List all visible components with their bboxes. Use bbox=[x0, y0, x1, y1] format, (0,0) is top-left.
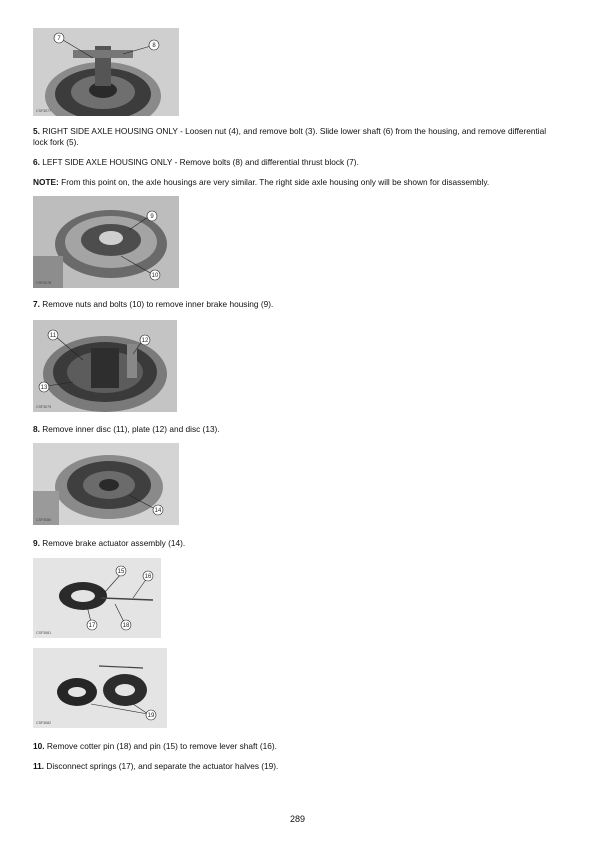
photo-code: CSF3079 bbox=[36, 405, 52, 409]
step-number: 8. bbox=[33, 424, 40, 434]
step-8 bbox=[33, 424, 563, 435]
step-text: LEFT SIDE AXLE HOUSING ONLY - Remove bolts (8) and differential thrust block (7). bbox=[42, 157, 359, 167]
callout-label: 17 bbox=[88, 623, 96, 629]
photo-code: CSF3082 bbox=[36, 721, 52, 725]
step-5 bbox=[33, 126, 563, 147]
step-text: Remove nuts and bolts (10) to remove inner brake housing (9). bbox=[42, 299, 274, 309]
note-text: From this point on, the axle housings are very similar. The right side axle housing only will be shown for disassembly. bbox=[61, 177, 490, 187]
callout-label: 16 bbox=[144, 574, 152, 580]
step-7 bbox=[33, 299, 563, 310]
photo-brake-actuator-assembly bbox=[33, 443, 179, 525]
step-number: 10. bbox=[33, 741, 45, 751]
photo-actuator-halves bbox=[33, 648, 167, 728]
callout-label: 19 bbox=[147, 713, 155, 719]
step-9 bbox=[33, 538, 563, 549]
step-number: 6. bbox=[33, 157, 40, 167]
photo-inner-disc-plate bbox=[33, 320, 177, 412]
callout-label: 12 bbox=[141, 338, 149, 344]
callout-label: 13 bbox=[40, 385, 48, 391]
callout-label: 11 bbox=[49, 333, 57, 339]
callout-label: 7 bbox=[57, 36, 61, 42]
photo-inner-brake-housing bbox=[33, 196, 179, 288]
note-label: NOTE: bbox=[33, 177, 59, 187]
photo-code: CSF3081 bbox=[36, 631, 52, 635]
callout-label: 15 bbox=[117, 569, 125, 575]
step-text: RIGHT SIDE AXLE HOUSING ONLY - Loosen nut (4), and remove bolt (3). Slide lower shaft (6) from the housing, and remove differential lock fork (5). bbox=[33, 126, 547, 147]
step-number: 9. bbox=[33, 538, 40, 548]
photo-code: CSF3080 bbox=[36, 518, 52, 522]
callout-label: 10 bbox=[151, 273, 159, 279]
step-number: 7. bbox=[33, 299, 40, 309]
step-6 bbox=[33, 157, 563, 168]
step-text: Remove inner disc (11), plate (12) and disc (13). bbox=[42, 424, 220, 434]
photo-code: CSF3078 bbox=[36, 281, 52, 285]
callout-label: 18 bbox=[122, 623, 130, 629]
photo-code: CSF3077 bbox=[36, 109, 52, 113]
step-number: 5. bbox=[33, 126, 40, 136]
page-number: 289 bbox=[289, 814, 306, 824]
note bbox=[33, 177, 563, 188]
callout-label: 9 bbox=[150, 214, 154, 220]
callout-label: 14 bbox=[154, 508, 162, 514]
step-text: Remove brake actuator assembly (14). bbox=[42, 538, 186, 548]
photo-lever-shaft bbox=[33, 558, 161, 638]
step-11 bbox=[33, 761, 563, 772]
step-text: Disconnect springs (17), and separate the actuator halves (19). bbox=[46, 761, 279, 771]
step-10 bbox=[33, 741, 563, 752]
step-number: 11. bbox=[33, 761, 45, 771]
photo-thrust-block bbox=[33, 28, 179, 116]
callout-label: 8 bbox=[152, 43, 156, 49]
step-text: Remove cotter pin (18) and pin (15) to remove lever shaft (16). bbox=[46, 741, 277, 751]
